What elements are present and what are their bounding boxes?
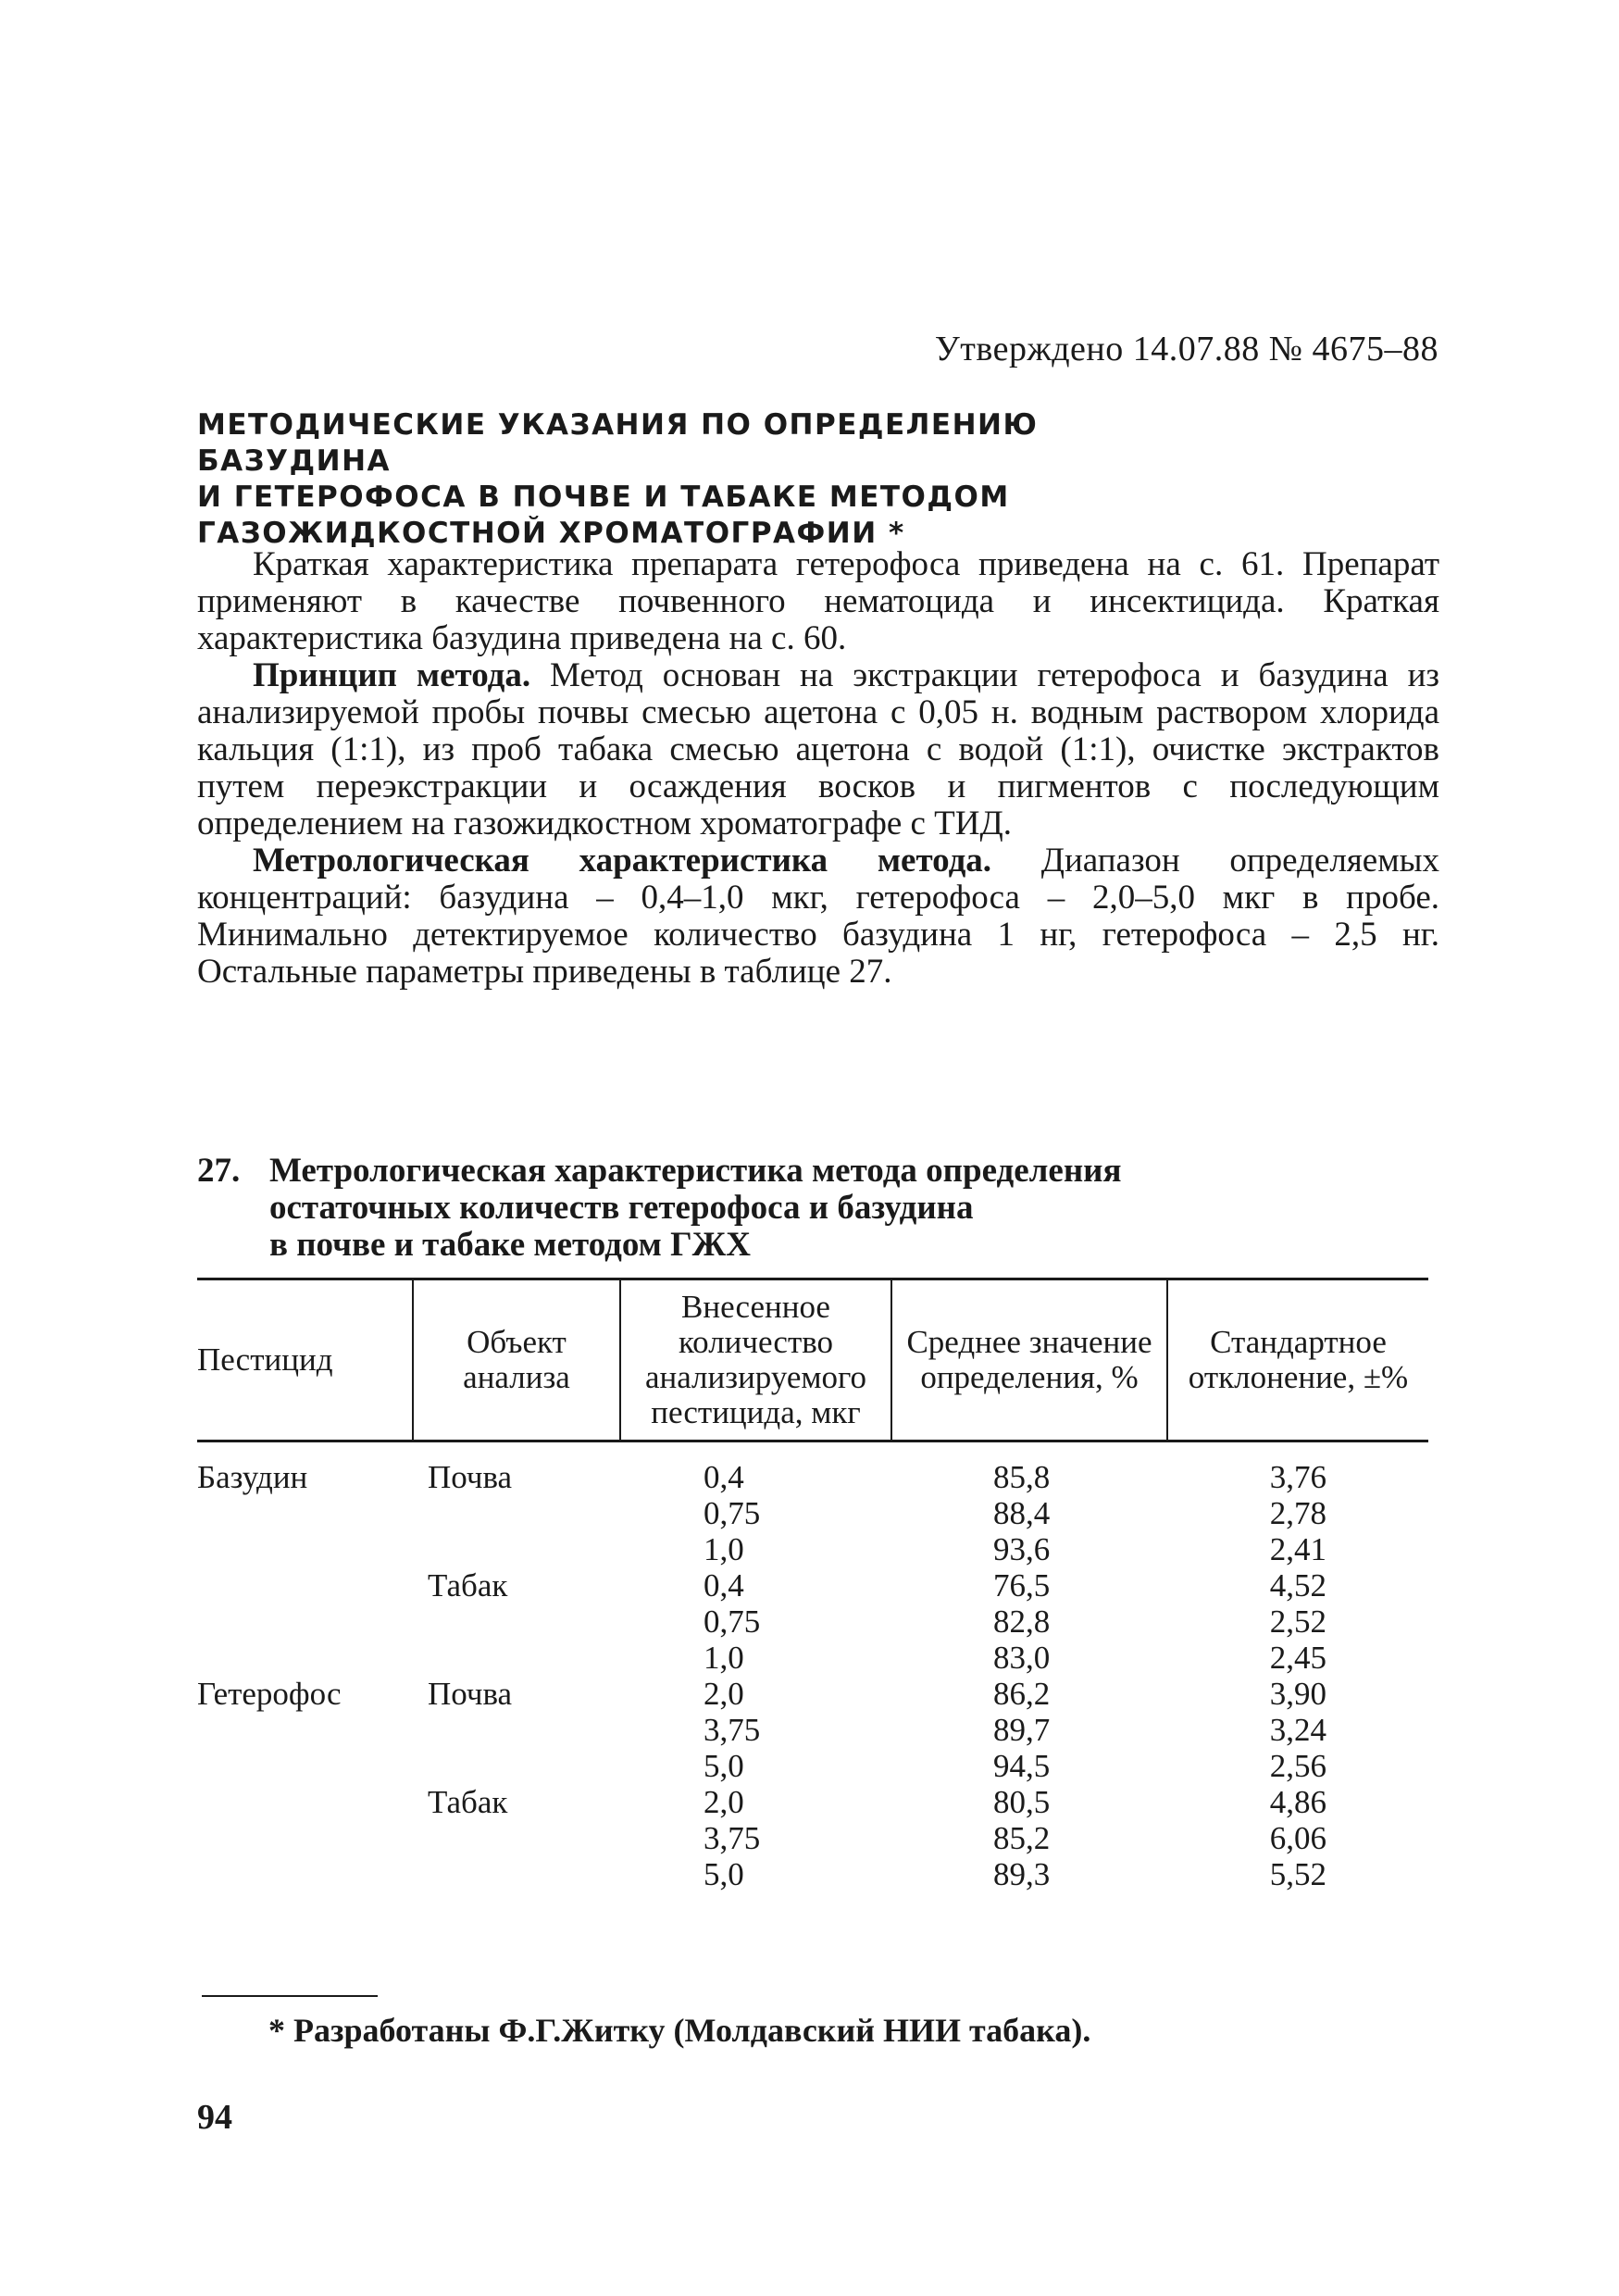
cell-mean: 85,8 [993,1459,1051,1495]
cell-pesticide [197,1820,413,1856]
cell-mean: 85,2 [993,1820,1051,1856]
cell-pesticide [197,1712,413,1748]
cell-object: Почва [428,1459,513,1495]
cell-sd: 6,06 [1269,1820,1326,1856]
table-caption [197,1153,1308,1264]
title-line-2: И ГЕТЕРОФОСА В ПОЧВЕ И ТАБАКЕ МЕТОДОМ [197,480,1010,514]
table-row [197,1820,1428,1856]
cell-amount: 3,75 [704,1820,761,1856]
page-number: 94 [197,2098,232,2137]
cell-amount: 2,0 [704,1784,744,1820]
cell-object: Почва [428,1676,513,1712]
cell-sd: 3,90 [1269,1676,1326,1712]
table-row [197,1748,1428,1784]
approval-line: Утверждено 14.07.88 № 4675–88 [934,330,1438,368]
table-row [197,1567,1428,1603]
table-header-row [197,1279,1428,1441]
cell-amount: 0,4 [704,1459,744,1495]
cell-pesticide [197,1748,413,1784]
cell-mean: 88,4 [993,1495,1051,1531]
cell-object [413,1748,620,1784]
caption-line-2: остаточных количеств гетерофоса и базудина [269,1189,974,1227]
cell-pesticide: Гетерофос [197,1676,342,1712]
title-line-1: МЕТОДИЧЕСКИЕ УКАЗАНИЯ ПО ОПРЕДЕЛЕНИЮ БАЗУДИНА [197,408,1039,478]
document-title [197,407,1215,552]
cell-pesticide [197,1531,413,1567]
cell-pesticide [197,1495,413,1531]
cell-mean: 93,6 [993,1531,1051,1567]
cell-amount: 3,75 [704,1712,761,1748]
table-row [197,1784,1428,1820]
table-row [197,1441,1428,1496]
cell-sd: 4,52 [1269,1567,1326,1603]
caption-line-1: Метрологическая характеристика метода определения [269,1152,1122,1190]
cell-pesticide [197,1784,413,1820]
footnote: * Разработаны Ф.Г.Житку (Молдавский НИИ табака). [268,2012,1091,2049]
cell-sd: 2,56 [1269,1748,1326,1784]
cell-sd: 2,78 [1269,1495,1326,1531]
cell-sd: 3,76 [1269,1459,1326,1495]
table-row [197,1676,1428,1712]
cell-object [413,1856,620,1892]
footnote-divider [202,1995,378,1997]
cell-object [413,1820,620,1856]
cell-pesticide [197,1603,413,1640]
cell-amount: 1,0 [704,1531,744,1567]
intro-paragraph-1: Краткая характеристика препарата гетерофоса приведена на с. 61. Препарат применяют в качестве почвенного нематоцида и инсектицида. Краткая характеристика базудина приведена на с. 60. [197,545,1439,657]
header-object: Объект анализа [413,1279,620,1441]
cell-sd: 2,45 [1269,1640,1326,1676]
table-row [197,1495,1428,1531]
cell-pesticide [197,1640,413,1676]
cell-amount: 0,75 [704,1495,761,1531]
table-row [197,1640,1428,1676]
cell-amount: 0,4 [704,1567,744,1603]
table-number: 27. [197,1152,241,1190]
cell-amount: 5,0 [704,1856,744,1892]
cell-mean: 76,5 [993,1567,1051,1603]
header-pesticide: Пестицид [197,1279,413,1441]
cell-mean: 83,0 [993,1640,1051,1676]
header-sd: Стандартное отклонение, ±% [1167,1279,1428,1441]
cell-sd: 2,52 [1269,1603,1326,1640]
results-table [197,1278,1428,1892]
cell-mean: 94,5 [993,1748,1051,1784]
cell-sd: 2,41 [1269,1531,1326,1567]
cell-mean: 82,8 [993,1603,1051,1640]
cell-object [413,1712,620,1748]
header-mean: Среднее значение определения, % [891,1279,1167,1441]
principle-label: Принцип метода. [253,656,531,694]
intro-text [197,546,1439,991]
metrology-text: Диапазон определяемых концентраций: базудина – 0,4–1,0 мкг, гетерофоса – 2,0–5,0 мкг в пробе. Минимально детектируемое количество базудина 1 нг, гетерофоса – 2,5 нг. Остальные параметры приведены в таблице 27. [197,842,1439,991]
header-amount: Внесенное количество анализируемого пестицида, мкг [620,1279,891,1441]
principle-text: Метод основан на экстракции гетерофоса и базудина из анализируемой пробы почвы смесью ацетона с 0,05 н. водным раствором хлорида кальция (1:1), из проб табака смесью ацетона с водой (1:1), очистке экстрактов путем переэкстракции и осаждения восков и пигментов с последующим определением на газожидкостном хроматографе с ТИД. [197,656,1439,842]
cell-pesticide [197,1567,413,1603]
table-row [197,1531,1428,1567]
cell-amount: 1,0 [704,1640,744,1676]
cell-sd: 3,24 [1269,1712,1326,1748]
title-line-3: ГАЗОЖИДКОСТНОЙ ХРОМАТОГРАФИИ * [197,517,905,550]
cell-pesticide: Базудин [197,1459,308,1495]
intro-paragraph-3 [197,842,1439,991]
cell-object [413,1640,620,1676]
cell-object: Табак [428,1784,508,1820]
cell-pesticide [197,1856,413,1892]
cell-object [413,1495,620,1531]
intro-paragraph-2 [197,657,1439,842]
cell-object [413,1531,620,1567]
cell-amount: 0,75 [704,1603,761,1640]
metrology-label: Метрологическая характеристика метода. [253,842,992,880]
cell-mean: 89,3 [993,1856,1051,1892]
cell-object [413,1603,620,1640]
table-row [197,1712,1428,1748]
table-row [197,1603,1428,1640]
cell-amount: 2,0 [704,1676,744,1712]
cell-amount: 5,0 [704,1748,744,1784]
caption-line-3: в почве и табаке методом ГЖХ [269,1226,751,1264]
cell-mean: 80,5 [993,1784,1051,1820]
cell-mean: 86,2 [993,1676,1051,1712]
cell-sd: 4,86 [1269,1784,1326,1820]
cell-mean: 89,7 [993,1712,1051,1748]
cell-sd: 5,52 [1269,1856,1326,1892]
table-row [197,1856,1428,1892]
cell-object: Табак [428,1567,508,1603]
